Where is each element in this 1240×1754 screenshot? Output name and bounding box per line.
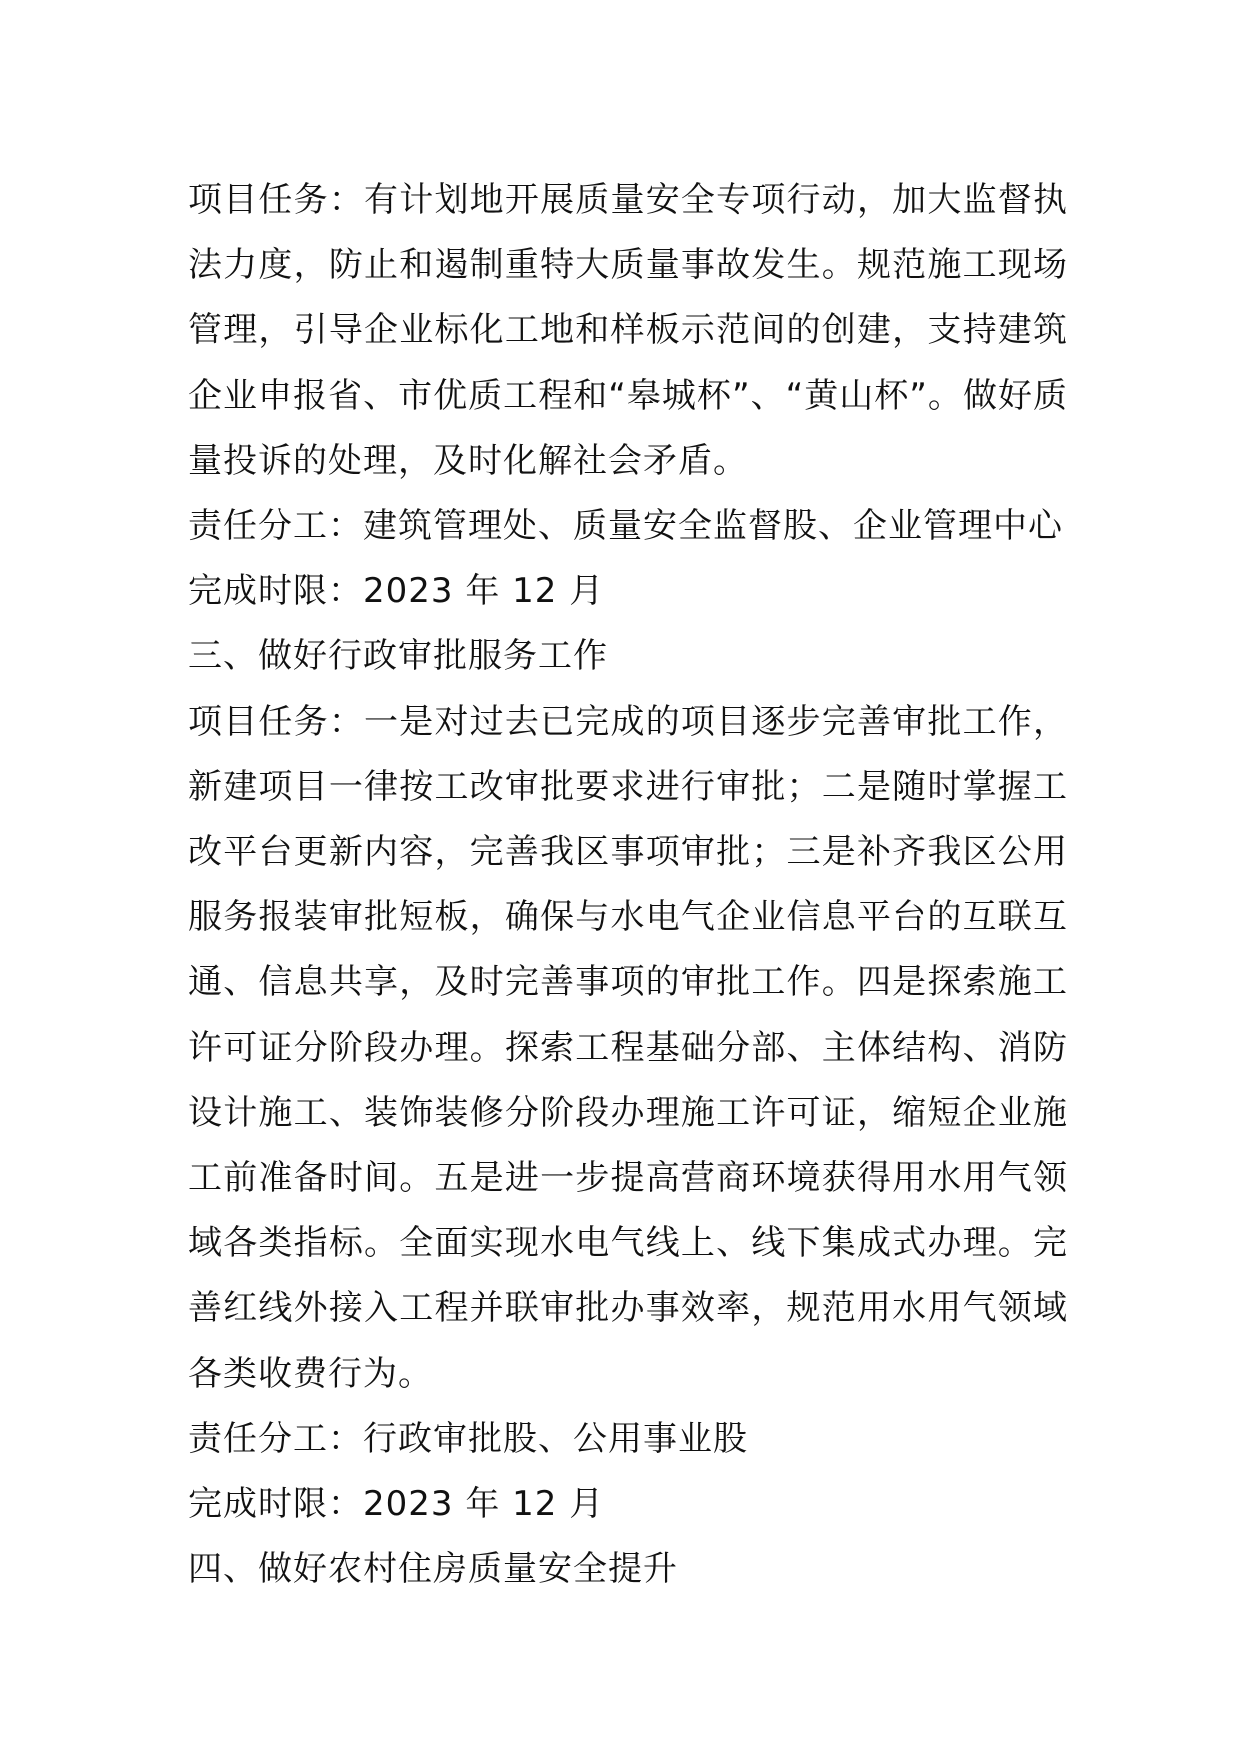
task-paragraph-admin-approval: 项目任务：一是对过去已完成的项目逐步完善审批工作，新建项目一律按工改审批要求进行审批；二是随时掌握工改平台更新内容，完善我区事项审批；三是补齐我区公用服务报装审批短板，确保与水电气企业信息平台的互联互通、信息共享，及时完善事项的审批工作。四是探索施工许可证分阶段办理。探索工程基础分部、主体结构、消防设计施工、装饰装修分阶段办理施工许可证，缩短企业施工前准备时间。五是进一步提高营商环境获得用水用气领域各类指标。全面实现水电气线上、线下集成式办理。完善红线外接入工程并联审批办事效率，规范用水用气领域各类收费行为。 xyxy=(188,701,1068,1394)
deadline-line-1: 完成时限：2023 年 12 月 xyxy=(188,571,605,612)
document-body xyxy=(188,168,1068,1602)
section-heading-4: 四、做好农村住房质量安全提升 xyxy=(188,1549,678,1590)
responsibility-line-1: 责任分工：建筑管理处、质量安全监督股、企业管理中心 xyxy=(188,506,1063,547)
deadline-line-2: 完成时限：2023 年 12 月 xyxy=(188,1484,605,1525)
section-heading-3: 三、做好行政审批服务工作 xyxy=(188,636,608,677)
task-paragraph-quality-safety: 项目任务：有计划地开展质量安全专项行动，加大监督执法力度，防止和遏制重特大质量事故发生。规范施工现场管理，引导企业标化工地和样板示范间的创建，支持建筑企业申报省、市优质工程和“皋城杯”、“黄山杯”。做好质量投诉的处理，及时化解社会矛盾。 xyxy=(188,180,1068,481)
responsibility-line-2: 责任分工：行政审批股、公用事业股 xyxy=(188,1418,748,1459)
